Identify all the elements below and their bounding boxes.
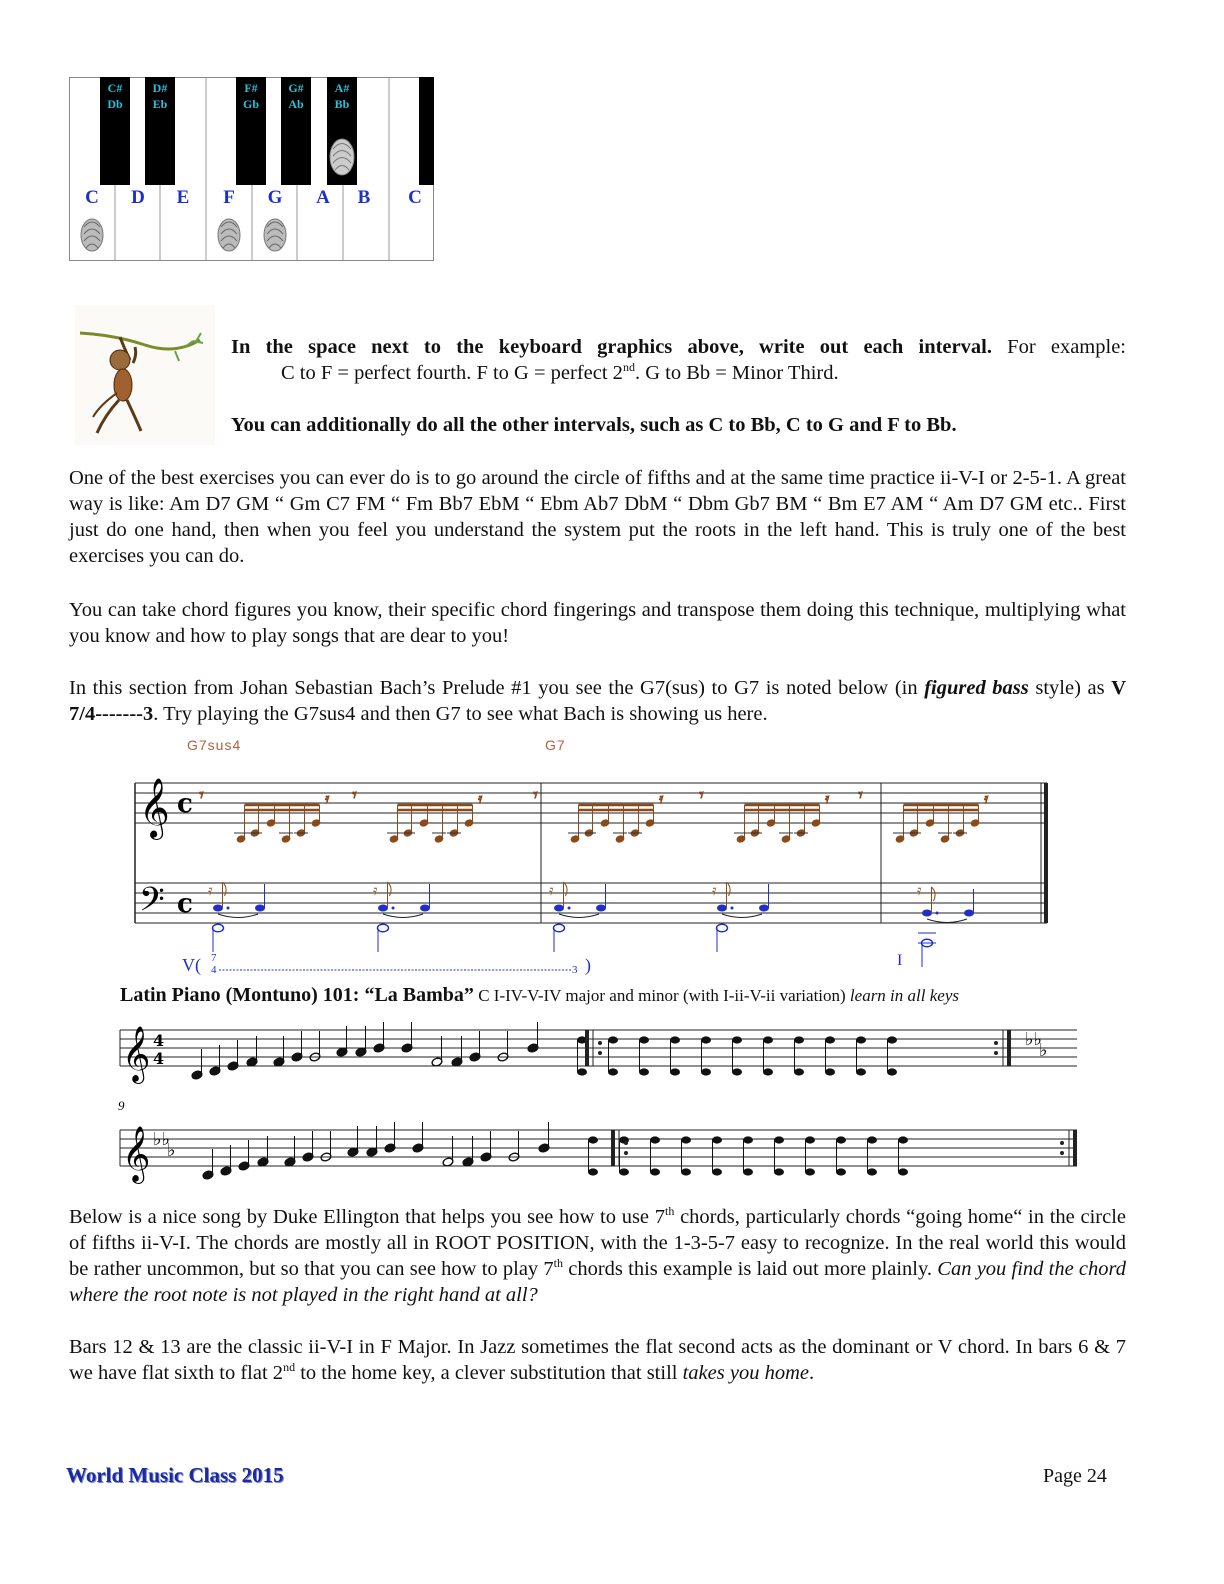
chord-label-g7sus4: G7sus4 bbox=[187, 737, 242, 753]
rest-icon: 𝄾 bbox=[533, 785, 538, 806]
black-key-label-top: C# bbox=[107, 81, 123, 95]
white-key-label: B bbox=[357, 187, 371, 208]
note-head bbox=[898, 1136, 908, 1143]
paragraph-text: Bars 12 & 13 are the classic ii-V-I in F Major. In Jazz sometimes the flat second acts as the dominant or V chord. In bars 6 & 7 we have flat sixth to flat 2 bbox=[69, 1336, 1126, 1384]
rest-icon: 𝄿 bbox=[208, 881, 213, 899]
paragraph-duke-ellington bbox=[69, 1204, 1126, 1308]
la-bamba-title-italic: learn in all keys bbox=[849, 986, 959, 1005]
note-head bbox=[701, 1036, 711, 1043]
note-head bbox=[588, 1168, 598, 1175]
note-head bbox=[836, 1168, 846, 1175]
note-head bbox=[420, 905, 430, 912]
measure-number: 9 bbox=[118, 1098, 125, 1113]
black-key-label-top: F# bbox=[244, 81, 258, 95]
superscript: th bbox=[665, 1204, 675, 1219]
figured-bass-close: ) bbox=[585, 955, 591, 975]
rest-icon: 𝄾 bbox=[352, 785, 357, 806]
treble-clef-icon: 𝄞 bbox=[139, 778, 170, 838]
rest-icon: 𝄿 bbox=[825, 791, 830, 807]
note-head bbox=[717, 905, 727, 912]
tie bbox=[218, 914, 258, 918]
paragraph-question: Can you find the chord where the root note is not played in the right hand at all? bbox=[69, 1258, 1126, 1306]
paragraph-text: style) as bbox=[1028, 677, 1112, 699]
fingerprint-icon bbox=[81, 219, 103, 251]
note-head bbox=[255, 905, 265, 912]
common-time-icon: c bbox=[177, 789, 193, 819]
flat-sign-icon: ♭ bbox=[1039, 1040, 1048, 1061]
note-head bbox=[743, 1136, 753, 1143]
paragraph-text: chords, particularly chords “going home“ in the circle of fifths ii-V-I. The chords are mostly all in ROOT POSITION, with the 1-3-5-7 easy to recognize. In the real world this would be rather uncommon, but so that you can see how to play 7 bbox=[69, 1206, 1127, 1280]
la-bamba-title bbox=[120, 984, 959, 1007]
instruction-block bbox=[231, 334, 1126, 438]
figured-bass-notation: V 7/4-------3 bbox=[69, 677, 1126, 725]
black-key-label-bottom: Bb bbox=[334, 97, 350, 111]
note-head bbox=[898, 1168, 908, 1175]
black-key-label-top: A# bbox=[334, 81, 350, 95]
note-head bbox=[774, 1168, 784, 1175]
note-head bbox=[639, 1036, 649, 1043]
note-head bbox=[794, 1036, 804, 1043]
paragraph-bach-prelude bbox=[69, 675, 1126, 727]
instruction-line-3 bbox=[231, 412, 1126, 438]
dot bbox=[568, 907, 571, 910]
rest-icon: 𝄿 bbox=[659, 791, 664, 807]
treble-clef-icon: 𝄞 bbox=[122, 1126, 151, 1182]
note-head bbox=[763, 1036, 773, 1043]
white-key-label: A bbox=[316, 187, 330, 208]
note-head bbox=[639, 1068, 649, 1075]
note-head bbox=[650, 1136, 660, 1143]
fingerprint-icon bbox=[264, 219, 286, 251]
rest-icon: 𝄿 bbox=[478, 791, 483, 807]
bach-prelude-score bbox=[125, 735, 1065, 980]
note-head bbox=[577, 1068, 587, 1075]
white-key-label: C bbox=[408, 187, 422, 208]
white-key-label: E bbox=[176, 187, 190, 208]
superscript: nd bbox=[283, 1360, 296, 1375]
note-head bbox=[836, 1136, 846, 1143]
note-head bbox=[867, 1168, 877, 1175]
treble-clef-icon: 𝄞 bbox=[122, 1026, 151, 1082]
black-key-label-top: D# bbox=[152, 81, 168, 95]
rest-icon: 𝄿 bbox=[325, 791, 330, 807]
note-head bbox=[887, 1068, 897, 1075]
paragraph-text: . Try playing the G7sus4 and then G7 to see what Bach is showing us here. bbox=[153, 703, 768, 725]
tie bbox=[383, 914, 423, 918]
note-head bbox=[378, 924, 389, 932]
figured-bass-term: figured bass bbox=[924, 677, 1029, 699]
instruction-bold-extra: You can additionally do all the other intervals, such as C to Bb, C to G and F to Bb. bbox=[231, 414, 957, 436]
note-head bbox=[650, 1168, 660, 1175]
paragraph-text: In this section from Johan Sebastian Bach’s Prelude #1 you see the G7(sus) to G7 is noted below (in bbox=[69, 677, 925, 699]
dot bbox=[227, 907, 230, 910]
note-head bbox=[794, 1068, 804, 1075]
dot bbox=[731, 907, 734, 910]
note-flag bbox=[727, 882, 731, 896]
roman-numeral-i: I bbox=[897, 952, 903, 969]
figured-bass-3: 3 bbox=[572, 964, 578, 976]
note-head bbox=[554, 905, 564, 912]
footer-course-title: World Music Class 2015 bbox=[66, 1463, 284, 1487]
figured-bass-v: V( bbox=[182, 955, 201, 975]
note-head bbox=[825, 1036, 835, 1043]
note-head bbox=[856, 1068, 866, 1075]
note-head bbox=[759, 905, 769, 912]
flat-sign-icon: ♭♭ bbox=[153, 1129, 170, 1150]
dot bbox=[392, 907, 395, 910]
note-head bbox=[681, 1136, 691, 1143]
bass-staff bbox=[135, 883, 1047, 923]
instruction-example-text: . G to Bb = Minor Third. bbox=[634, 362, 839, 384]
instruction-line-1 bbox=[231, 334, 1126, 360]
note-head bbox=[867, 1136, 877, 1143]
white-key-label: D bbox=[131, 187, 145, 208]
treble-arpeggio-notes bbox=[199, 785, 989, 843]
dot bbox=[936, 912, 939, 915]
white-key-label: G bbox=[267, 187, 283, 208]
note-head bbox=[732, 1068, 742, 1075]
note-head bbox=[825, 1068, 835, 1075]
note-head bbox=[670, 1068, 680, 1075]
monkey-illustration bbox=[75, 305, 215, 445]
figured-bass-4: 4 bbox=[211, 964, 217, 976]
paragraph-text: . bbox=[808, 1362, 815, 1384]
note-head bbox=[856, 1036, 866, 1043]
bass-clef-icon: 𝄢 bbox=[139, 881, 165, 927]
note-head bbox=[717, 924, 728, 932]
note-head bbox=[712, 1168, 722, 1175]
note-head bbox=[619, 1168, 629, 1175]
la-bamba-score bbox=[113, 1012, 1083, 1192]
note-head bbox=[701, 1068, 711, 1075]
tie bbox=[927, 919, 967, 923]
flat-sign-icon: ♭ bbox=[167, 1140, 176, 1161]
black-key-edge bbox=[419, 77, 434, 185]
rest-icon: 𝄾 bbox=[199, 785, 204, 806]
time-signature-icon: 4 bbox=[153, 1049, 165, 1068]
note-flag bbox=[388, 882, 392, 896]
note-head bbox=[681, 1168, 691, 1175]
instruction-bold-lead: In the space next to the keyboard graphics above, write out each interval. bbox=[231, 336, 992, 358]
rest-icon: 𝄿 bbox=[917, 881, 922, 899]
black-key-label-bottom: Eb bbox=[152, 97, 168, 111]
fingerprint-icon bbox=[330, 139, 354, 175]
page-number: Page 24 bbox=[1043, 1465, 1107, 1487]
black-key-label-bottom: Gb bbox=[242, 97, 260, 111]
superscript: nd bbox=[622, 360, 635, 375]
paragraph-text: to the home key, a clever substitution that still bbox=[295, 1362, 683, 1384]
black-key-label-bottom: Db bbox=[107, 97, 123, 111]
rest-icon: 𝄾 bbox=[858, 785, 863, 806]
note-head bbox=[670, 1036, 680, 1043]
paragraph-transpose: You can take chord figures you know, their specific chord fingerings and transpose them doing this technique, multiplying what you know and how to play songs that are dear to you! bbox=[69, 599, 1126, 647]
time-signature-icon: 4 bbox=[153, 1031, 165, 1050]
note-head bbox=[887, 1036, 897, 1043]
note-head bbox=[805, 1136, 815, 1143]
common-time-icon: c bbox=[177, 889, 193, 919]
note-head bbox=[774, 1136, 784, 1143]
superscript: th bbox=[553, 1256, 563, 1271]
note-head bbox=[588, 1136, 598, 1143]
figured-bass-7: 7 bbox=[211, 952, 217, 964]
tie bbox=[722, 914, 762, 918]
note-head bbox=[554, 924, 565, 932]
instruction-line-2 bbox=[231, 360, 1126, 386]
note-head bbox=[596, 905, 606, 912]
instruction-example-text: C to F = perfect fourth. F to G = perfect 2 bbox=[281, 362, 623, 384]
paragraph-circle-of-fifths: One of the best exercises you can ever do is to go around the circle of fifths and at the same time practice ii-V-I or 2-5-1. A great way is like: Am D7 GM “ Gm C7 FM “ Fm Bb7 EbM “ Ebm Ab7 DbM “ Dbm Gb7 BM “ Bm E7 AM “ Am D7 GM etc.. First just do one hand, then when you feel you understand the system put the roots in the left hand. This is truly one of the best exercises you can do. bbox=[69, 467, 1126, 567]
treble-staff bbox=[135, 783, 1047, 823]
instruction-example-label: For example: bbox=[991, 336, 1126, 358]
note-head bbox=[213, 924, 224, 932]
la-bamba-title-bold: Latin Piano (Montuno) 101: “La Bamba” bbox=[120, 984, 474, 1006]
note-flag bbox=[932, 887, 936, 901]
bass-notes bbox=[208, 881, 974, 967]
piano-keyboard-diagram bbox=[69, 77, 435, 262]
bamba-staff-1 bbox=[120, 1030, 1077, 1066]
note-head bbox=[763, 1068, 773, 1075]
white-key-label: C bbox=[85, 187, 99, 208]
bamba-notes-row-1 bbox=[191, 1022, 897, 1080]
note-flag bbox=[223, 882, 227, 896]
rest-icon: 𝄾 bbox=[699, 785, 704, 806]
paragraph-text: chords this example is laid out more plainly. bbox=[563, 1258, 938, 1280]
note-head bbox=[732, 1036, 742, 1043]
note-head bbox=[608, 1068, 618, 1075]
paragraph-emphasis: takes you home bbox=[682, 1362, 809, 1384]
paragraph-text: Below is a nice song by Duke Ellington that helps you see how to use 7 bbox=[69, 1206, 666, 1228]
note-head bbox=[213, 905, 223, 912]
bamba-notes-row-2 bbox=[202, 1122, 908, 1180]
rest-icon: 𝄿 bbox=[373, 881, 378, 899]
rest-icon: 𝄿 bbox=[712, 881, 717, 899]
black-key-label-top: G# bbox=[288, 81, 304, 95]
note-head bbox=[964, 910, 974, 917]
note-head bbox=[743, 1168, 753, 1175]
note-head bbox=[608, 1036, 618, 1043]
note-head bbox=[378, 905, 388, 912]
la-bamba-title-text: C I-IV-V-IV major and minor (with I-ii-V-ii variation) bbox=[473, 986, 850, 1005]
rest-icon: 𝄿 bbox=[984, 791, 989, 807]
note-flag bbox=[564, 882, 568, 896]
white-key-label: F bbox=[223, 187, 235, 208]
flat-sign-icon: ♭♭ bbox=[1025, 1029, 1042, 1050]
paragraph-bars bbox=[69, 1334, 1126, 1386]
chord-label-g7: G7 bbox=[545, 737, 566, 753]
tie bbox=[559, 914, 599, 918]
black-key-label-bottom: Ab bbox=[288, 97, 304, 111]
note-head bbox=[922, 910, 932, 917]
rest-icon: 𝄿 bbox=[549, 881, 554, 899]
fingerprint-icon bbox=[218, 219, 240, 251]
note-head bbox=[712, 1136, 722, 1143]
note-head bbox=[805, 1168, 815, 1175]
